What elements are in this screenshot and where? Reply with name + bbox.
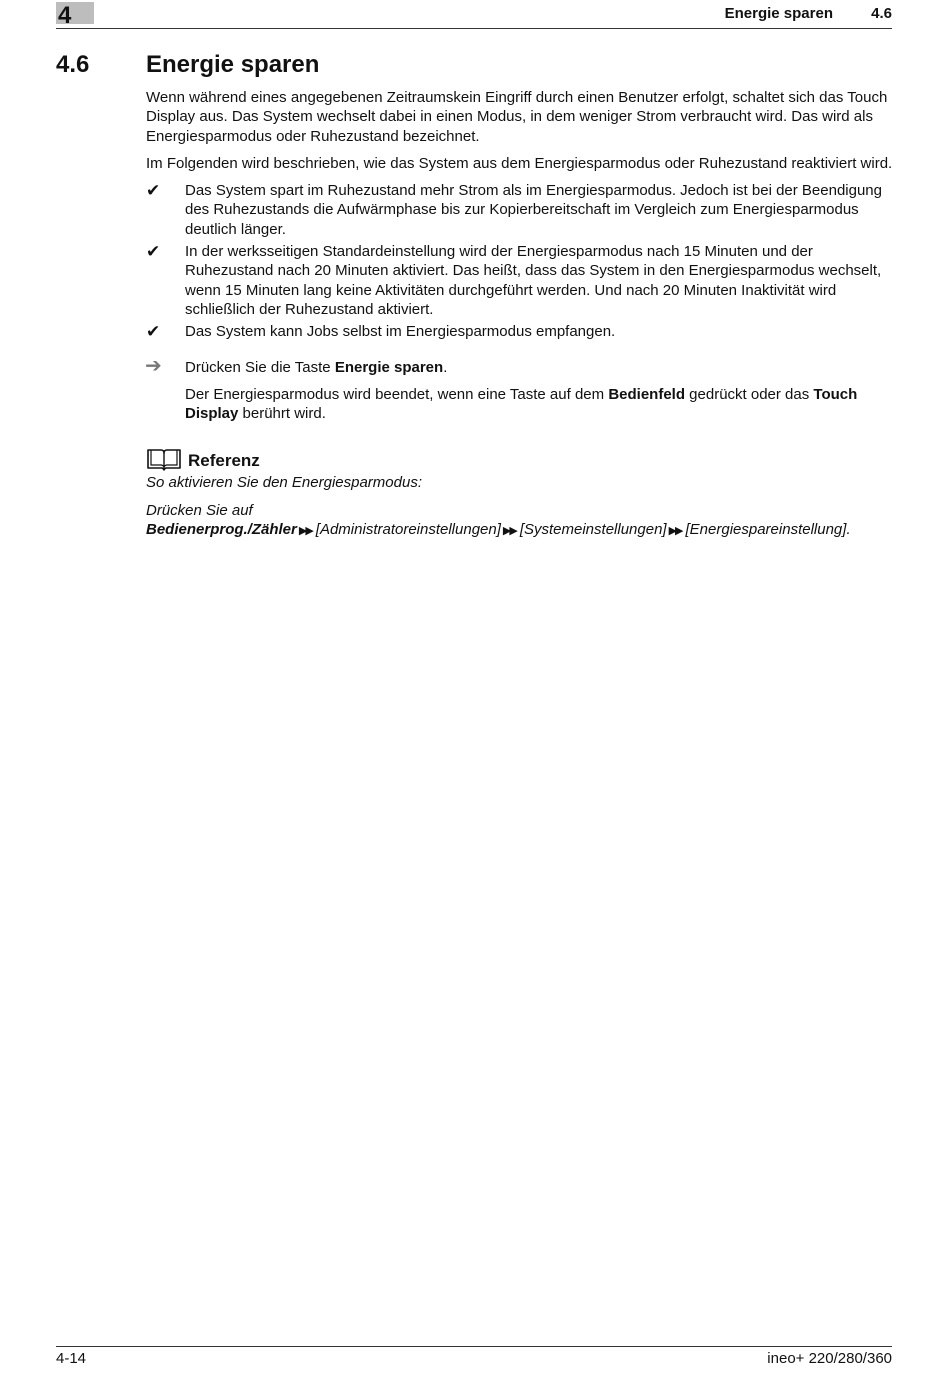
note-text: berührt wird. — [238, 405, 326, 423]
page-body — [146, 88, 894, 549]
path-end: . — [846, 521, 851, 539]
header-divider — [56, 28, 892, 29]
running-header-title: Energie sparen — [724, 5, 833, 22]
checklist-item — [146, 322, 894, 341]
reference-intro: So aktivieren Sie den Energiesparmodus: — [146, 474, 422, 492]
footer-divider — [56, 1346, 892, 1347]
reference-menu-path — [146, 501, 894, 542]
note-bold-touch-display: Touch Display — [185, 385, 858, 423]
arrow-right-icon: ➔ — [145, 354, 162, 377]
note-text: Der Energiesparmodus wird beendet, wenn eine Taste auf dem — [185, 385, 609, 403]
step-text-prefix: Drücken Sie die Taste — [185, 358, 335, 376]
checklist-item-text: Das System spart im Ruhezustand mehr Strom als im Energiesparmodus. Jedoch ist bei der Beendigung des Ruhezustands die Aufwärmphase bis zur Kopierbereitschaft im Vergleich zum Energiesparmodus deutlich länger. — [185, 182, 882, 238]
double-arrow-icon: ▶▶ — [502, 525, 516, 538]
note-text: gedrückt oder das — [685, 385, 814, 403]
intro-paragraph: Wenn während eines angegebenen Zeitraumskein Eingriff durch einen Benutzer erfolgt, schaltet sich das Touch Display aus. Das System wechselt dabei in einen Modus, in dem weniger Strom verbraucht wird. Das wird als Energiesparmodus oder Ruhezustand bezeichnet. — [146, 89, 888, 145]
intro-paragraph: Im Folgenden wird beschrieben, wie das System aus dem Energiesparmodus oder Ruhezustand reaktiviert wird. — [146, 154, 893, 172]
note-bold-control-panel: Bedienfeld — [608, 385, 685, 403]
checklist-item — [146, 181, 894, 239]
page-number: 4-14 — [56, 1350, 87, 1367]
product-name: ineo+ 220/280/360 — [767, 1350, 892, 1367]
path-item: [Administratoreinstellungen] — [315, 521, 501, 539]
step-text-suffix: . — [443, 358, 448, 376]
reference-heading — [146, 447, 894, 471]
chapter-number: 4 — [58, 2, 72, 29]
running-header-section: 4.6 — [871, 5, 892, 22]
book-icon — [146, 447, 182, 471]
checklist-item-text: Das System kann Jobs selbst im Energiesparmodus empfangen. — [185, 323, 616, 341]
double-arrow-icon: ▶▶ — [668, 525, 682, 538]
path-prefix: Drücken Sie auf — [146, 501, 253, 519]
path-item: [Energiespareinstellung] — [685, 521, 847, 539]
checkmark-icon: ✔ — [146, 181, 161, 201]
checkmark-icon: ✔ — [146, 322, 161, 342]
double-arrow-icon: ▶▶ — [298, 525, 312, 538]
section-number: 4.6 — [56, 51, 90, 78]
checklist-item — [146, 242, 894, 319]
step-key-name: Energie sparen — [334, 358, 444, 376]
path-menu-key: Bedienerprog./Zähler — [146, 521, 297, 539]
path-item: [Systemeinstellungen] — [519, 521, 667, 539]
checklist — [146, 181, 894, 341]
section-title: Energie sparen — [146, 51, 320, 78]
reference-title: Referenz — [188, 451, 260, 471]
checkmark-icon: ✔ — [146, 242, 161, 262]
step-result-note — [146, 385, 894, 424]
checklist-item-text: In der werksseitigen Standardeinstellung wird der Energiesparmodus nach 15 Minuten und der Ruhezustand nach 20 Minuten aktiviert. Das heißt, dass das System in den Energiesparmodus wechselt, wenn 15 Minuten lang keine Aktivitäten durchgeführt werden. Und nach 20 Minuten Inaktivität wird schließlich der Ruhezustand aktiviert. — [185, 243, 882, 318]
instruction-step — [145, 354, 894, 377]
